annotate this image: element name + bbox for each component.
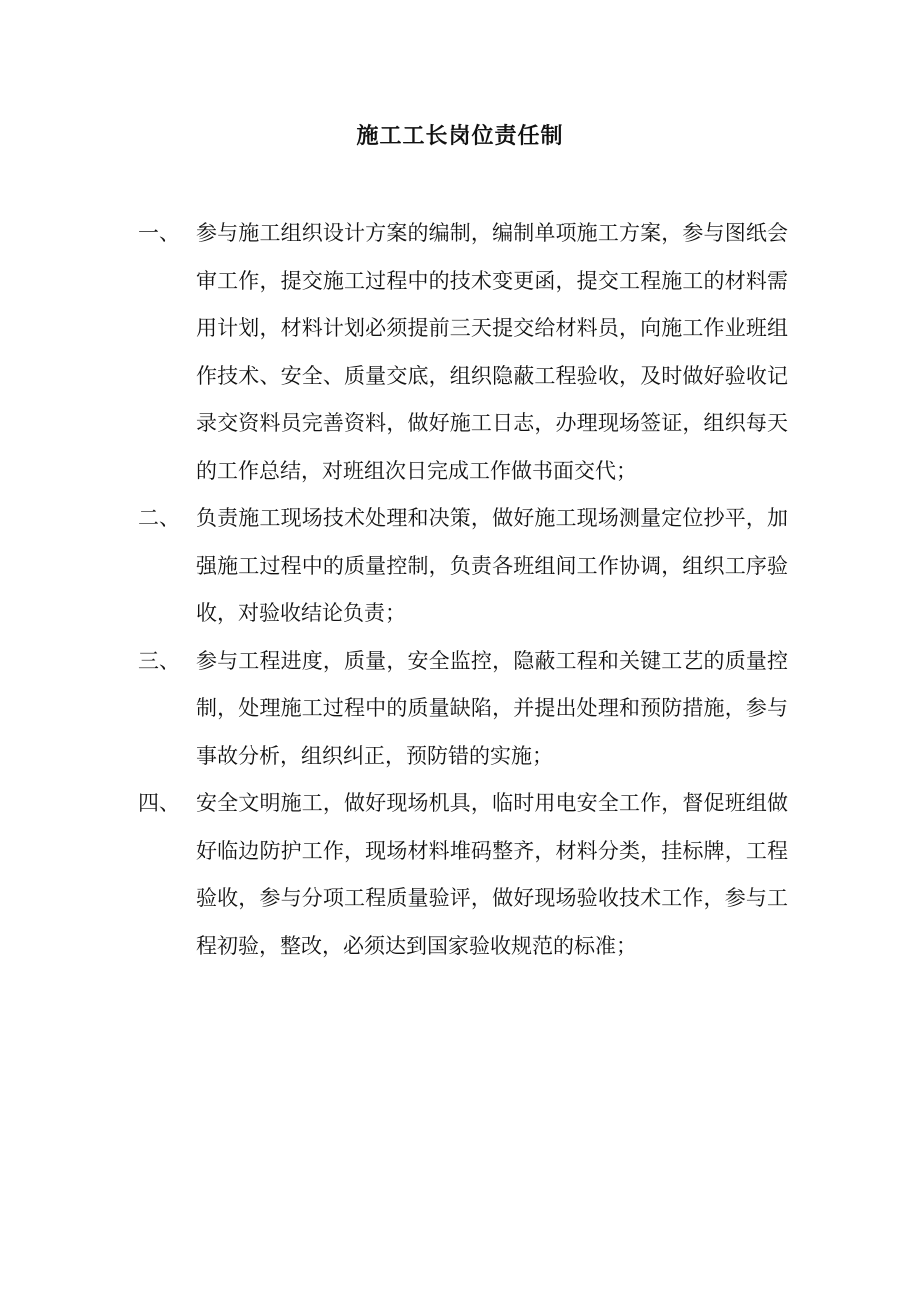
list-item [138,638,788,781]
list-item [138,780,788,970]
document-title: 施工工长岗位责任制 [356,123,564,149]
item-text: 参与工程进度，质量，安全监控，隐蔽工程和关键工艺的质量控制，处理施工过程中的质量缺陷，并提出处理和预防措施，参与事故分析，组织纠正，预防错的实施； [196,648,788,768]
item-number: 三、 [138,648,180,673]
item-number: 一、 [138,221,180,245]
list-item [138,210,788,495]
item-number: 二、 [138,506,180,530]
item-text: 参与施工组织设计方案的编制，编制单项施工方案，参与图纸会审工作，提交施工过程中的技术变更函，提交工程施工的材料需用计划，材料计划必须提前三天提交给材料员，向施工作业班组作技术、安全、质量交底，组织隐蔽工程验收，及时做好验收记录交资料员完善资料，做好施工日志，办理现场签证，组织每天的工作总结，对班组次日完成工作做书面交代； [196,221,788,483]
list-item [138,495,788,638]
item-text: 安全文明施工，做好现场机具，临时用电安全工作，督促班组做好临边防护工作，现场材料堆码整齐，材料分类，挂标牌，工程验收，参与分项工程质量验评，做好现场验收技术工作，参与工程初验，整改，必须达到国家验收规范的标准； [196,791,788,958]
item-text: 负责施工现场技术处理和决策，做好施工现场测量定位抄平，加强施工过程中的质量控制，负责各班组间工作协调，组织工序验收，对验收结论负责； [196,506,788,625]
item-number: 四、 [138,791,180,815]
responsibility-list [138,210,788,970]
